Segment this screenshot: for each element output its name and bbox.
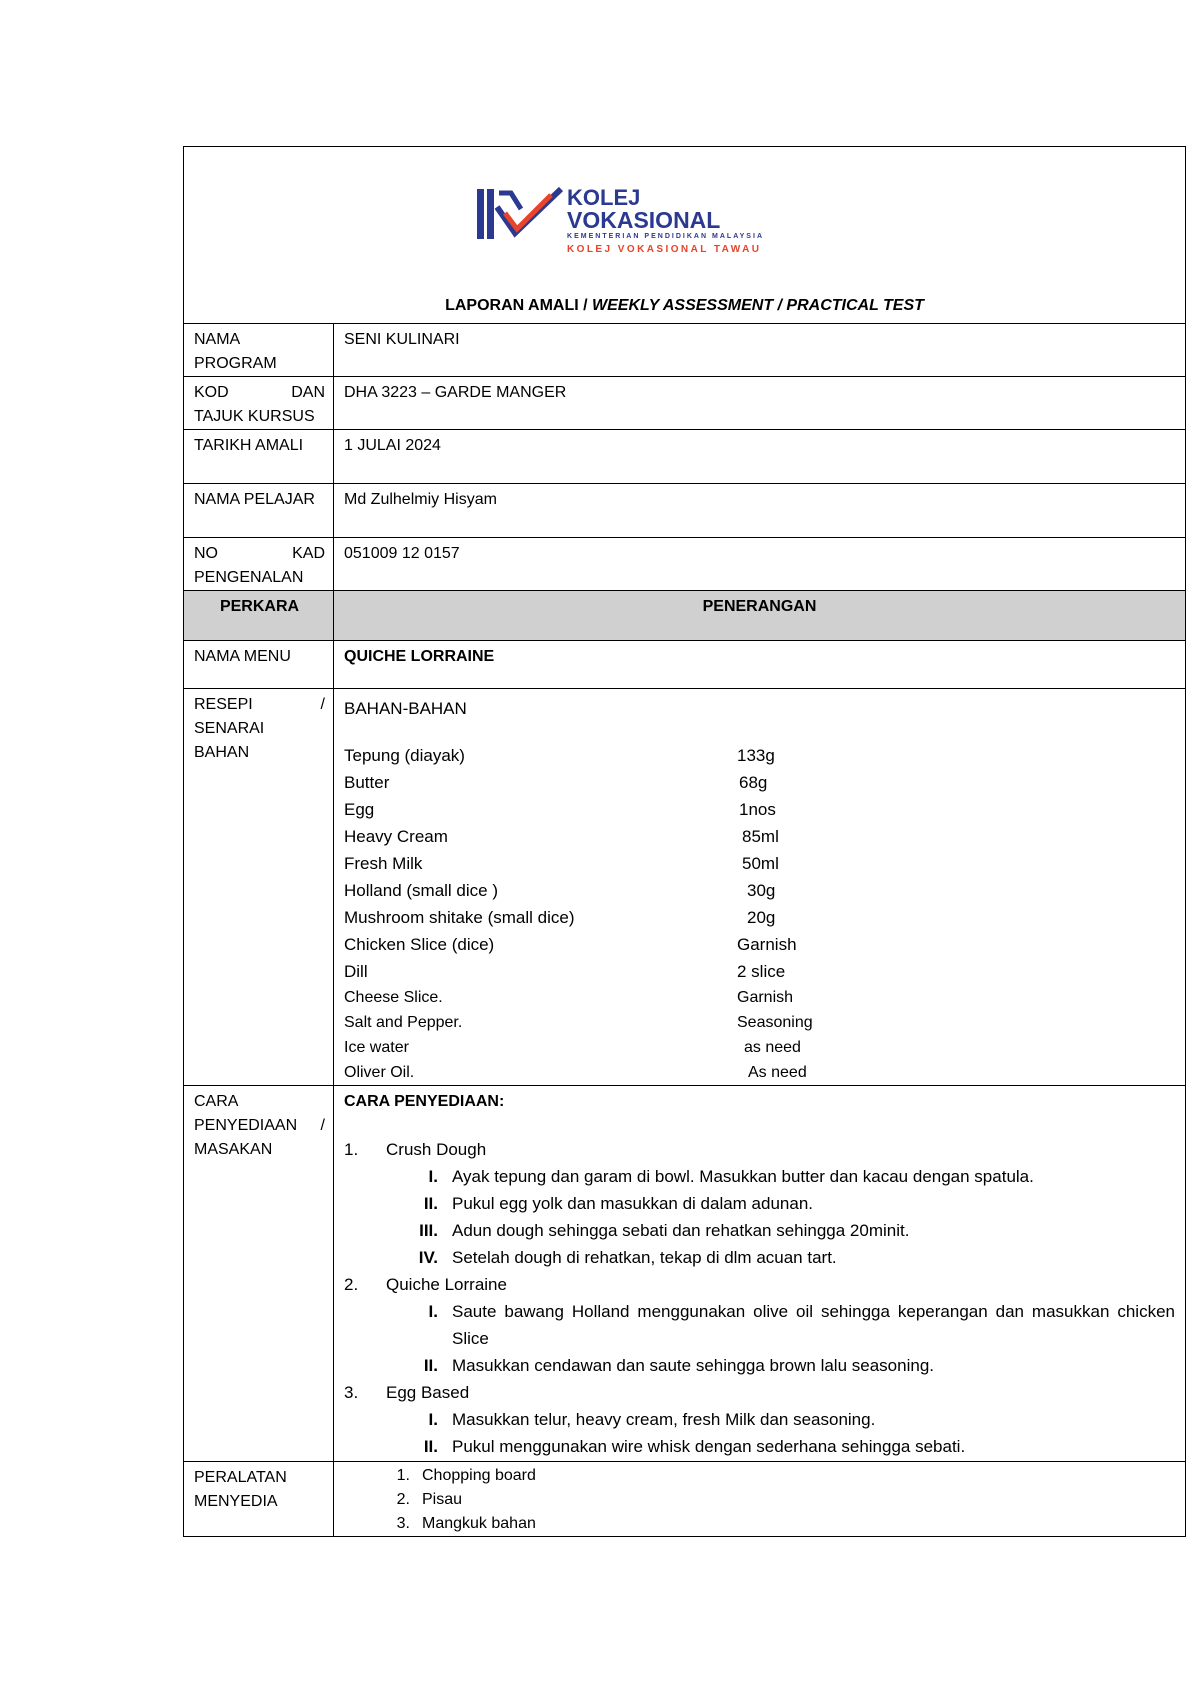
sub-step-text: Saute bawang Holland menggunakan olive oil sehingga keperangan dan masukkan chicken Slice — [452, 1302, 1175, 1348]
title-part1: LAPORAN AMALI / — [445, 297, 593, 314]
recipe-label — [184, 689, 334, 1086]
ingredient-item — [344, 904, 1175, 931]
logo-line1: KOLEJ — [567, 185, 641, 210]
course-label-b: TAJUK KURSUS — [194, 408, 315, 425]
assessment-table — [183, 146, 1186, 1537]
menu-value: QUICHE LORRAINE — [334, 641, 1186, 689]
equipment-text: Mangkuk bahan — [422, 1515, 536, 1532]
sub-step — [344, 1217, 1175, 1244]
step-num: 3. — [344, 1383, 359, 1402]
ingredient-qty: 30g — [747, 881, 776, 900]
sub-step-num: II. — [423, 1194, 438, 1213]
ingredient-item — [344, 1035, 1175, 1060]
sub-step-num: IV. — [418, 1248, 438, 1267]
ingredient-qty: Seasoning — [737, 1014, 813, 1031]
step-num: 1. — [344, 1140, 359, 1159]
equipment-item — [344, 1512, 1175, 1536]
ingredient-name: Chicken Slice (dice) — [344, 935, 495, 954]
sub-step — [344, 1298, 1175, 1352]
ingredient-name: Holland (small dice ) — [344, 881, 498, 900]
sub-step — [344, 1190, 1175, 1217]
student-value: Md Zulhelmiy Hisyam — [334, 484, 1186, 538]
ingredient-qty: Garnish — [737, 935, 797, 954]
program-row — [184, 324, 1186, 377]
course-label-a2: DAN — [291, 384, 325, 401]
ic-label-a1: NO — [194, 545, 218, 562]
method-label-a1: CARA — [194, 1093, 239, 1110]
equipment-item — [344, 1464, 1175, 1488]
title-part2: WEEKLY ASSESSMENT / PRACTICAL TEST — [592, 297, 924, 314]
method-label-c: MASAKAN — [194, 1141, 273, 1158]
date-label: TARIKH AMALI — [184, 430, 334, 484]
ic-label-b: PENGENALAN — [194, 569, 304, 586]
step-text: Crush Dough — [386, 1140, 487, 1159]
sub-step-num: I. — [428, 1410, 438, 1429]
sub-step-text: Masukkan cendawan dan saute sehingga brown lalu seasoning. — [452, 1356, 934, 1375]
ingredient-item — [344, 958, 1175, 985]
method-heading: CARA PENYEDIAAN: — [344, 1093, 505, 1110]
equipment-num: 1. — [396, 1467, 410, 1484]
program-value: SENI KULINARI — [334, 324, 1186, 377]
ic-value: 051009 12 0157 — [334, 538, 1186, 591]
ingredient-qty: Garnish — [737, 989, 794, 1006]
equipment-item — [344, 1488, 1175, 1512]
ingredient-item — [344, 985, 1175, 1010]
ingredient-name: Dill — [344, 962, 368, 981]
ingredient-qty: 50ml — [742, 854, 779, 873]
sub-step-num: II. — [423, 1437, 438, 1456]
recipe-label-b: SENARAI — [194, 720, 265, 737]
equipment-label-a: PERALATAN — [194, 1469, 287, 1486]
logo-line2: VOKASIONAL — [567, 207, 721, 233]
step-title — [344, 1136, 1175, 1163]
ingredient-qty: 20g — [747, 908, 776, 927]
kv-emblem-icon — [477, 189, 561, 239]
ic-label-a2: KAD — [292, 545, 325, 562]
recipe-content — [334, 689, 1186, 1086]
course-label-a1: KOD — [194, 384, 229, 401]
header-row — [184, 147, 1186, 324]
sub-step-text: Pukul egg yolk dan masukkan di dalam adunan. — [452, 1194, 814, 1213]
equipment-content — [334, 1462, 1186, 1537]
kolej-vokasional-logo — [477, 185, 777, 257]
logo-line3: KEMENTERIAN PENDIDIKAN MALAYSIA — [567, 233, 762, 240]
perkara-header: PERKARA — [184, 591, 334, 641]
equipment-label-b: MENYEDIA — [194, 1493, 278, 1510]
date-row — [184, 430, 1186, 484]
ingredient-item — [344, 931, 1175, 958]
ingredient-name: Oliver Oil. — [344, 1064, 415, 1081]
sub-step-num: III. — [419, 1221, 438, 1240]
sub-step-text: Setelah dough di rehatkan, tekap di dlm acuan tart. — [452, 1248, 837, 1267]
sub-step — [344, 1163, 1175, 1190]
recipe-label-a2: / — [320, 696, 325, 713]
equipment-row — [184, 1462, 1186, 1537]
ingredient-name: Butter — [344, 773, 390, 792]
document-title — [184, 297, 1185, 315]
sub-step — [344, 1406, 1175, 1433]
ingredient-name: Mushroom shitake (small dice) — [344, 908, 575, 927]
course-label — [184, 377, 334, 430]
sub-step — [344, 1352, 1175, 1379]
ingredient-item — [344, 796, 1175, 823]
sub-step-text: Pukul menggunakan wire whisk dengan sederhana sehingga sebati. — [452, 1437, 966, 1456]
equipment-text: Chopping board — [422, 1467, 536, 1484]
step-text: Quiche Lorraine — [386, 1275, 507, 1294]
logo-line4: KOLEJ VOKASIONAL TAWAU — [567, 244, 759, 255]
method-label-b1: PENYEDIAAN — [194, 1117, 298, 1134]
equipment-text: Pisau — [422, 1491, 463, 1508]
ingredient-item — [344, 877, 1175, 904]
method-label — [184, 1086, 334, 1462]
ingredient-qty: 68g — [739, 773, 768, 792]
recipe-label-a1: RESEPI — [194, 696, 253, 713]
penerangan-header: PENERANGAN — [334, 591, 1186, 641]
ic-row — [184, 538, 1186, 591]
ingredient-list — [344, 742, 1175, 1085]
ingredient-qty: 133g — [737, 746, 775, 765]
header-cell — [184, 147, 1186, 324]
ingredient-name: Salt and Pepper. — [344, 1014, 463, 1031]
sub-step-text: Masukkan telur, heavy cream, fresh Milk dan seasoning. — [452, 1410, 876, 1429]
student-row — [184, 484, 1186, 538]
program-label — [184, 324, 334, 377]
menu-label: NAMA MENU — [184, 641, 334, 689]
ingredient-name: Cheese Slice. — [344, 989, 443, 1006]
step-num: 2. — [344, 1275, 359, 1294]
equipment-num: 3. — [396, 1515, 410, 1532]
step-text: Egg Based — [386, 1383, 470, 1402]
ic-label — [184, 538, 334, 591]
program-label-b: PROGRAM — [194, 355, 277, 372]
course-row — [184, 377, 1186, 430]
ingredient-name: Ice water — [344, 1039, 409, 1056]
recipe-label-c: BAHAN — [194, 744, 250, 761]
ingredient-name: Fresh Milk — [344, 854, 423, 873]
ingredient-qty: 2 slice — [737, 962, 786, 981]
ingredient-item — [344, 823, 1175, 850]
sub-step-text: Adun dough sehingga sebati dan rehatkan sehingga 20minit. — [452, 1221, 910, 1240]
method-label-b2: / — [320, 1117, 325, 1134]
method-row — [184, 1086, 1186, 1462]
section-header-row — [184, 591, 1186, 641]
sub-step-num: I. — [428, 1302, 438, 1321]
ingredient-item — [344, 769, 1175, 796]
step-title — [344, 1379, 1175, 1406]
ingredient-item — [344, 1010, 1175, 1035]
ingredients-heading: BAHAN-BAHAN — [344, 699, 467, 718]
ingredient-qty: 85ml — [742, 827, 779, 846]
step-title — [344, 1271, 1175, 1298]
ingredient-name: Tepung (diayak) — [344, 746, 465, 765]
sub-step-text: Ayak tepung dan garam di bowl. Masukkan butter dan kacau dengan spatula. — [452, 1167, 1034, 1186]
sub-step-num: II. — [423, 1356, 438, 1375]
ingredient-item — [344, 742, 1175, 769]
student-label: NAMA PELAJAR — [184, 484, 334, 538]
equipment-label — [184, 1462, 334, 1537]
ingredient-name: Egg — [344, 800, 375, 819]
sub-step — [344, 1244, 1175, 1271]
method-content — [334, 1086, 1186, 1462]
menu-row — [184, 641, 1186, 689]
program-label-a: NAMA — [194, 331, 241, 348]
date-value: 1 JULAI 2024 — [334, 430, 1186, 484]
recipe-row — [184, 689, 1186, 1086]
ingredient-item — [344, 1060, 1175, 1085]
ingredient-name: Heavy Cream — [344, 827, 448, 846]
equipment-num: 2. — [396, 1491, 410, 1508]
ingredient-qty: As need — [748, 1064, 807, 1081]
sub-step-num: I. — [428, 1167, 438, 1186]
ingredient-qty: 1nos — [739, 800, 776, 819]
sub-step — [344, 1433, 1175, 1460]
ingredient-item — [344, 850, 1175, 877]
ingredient-qty: as need — [744, 1039, 801, 1056]
course-value: DHA 3223 – GARDE MANGER — [334, 377, 1186, 430]
